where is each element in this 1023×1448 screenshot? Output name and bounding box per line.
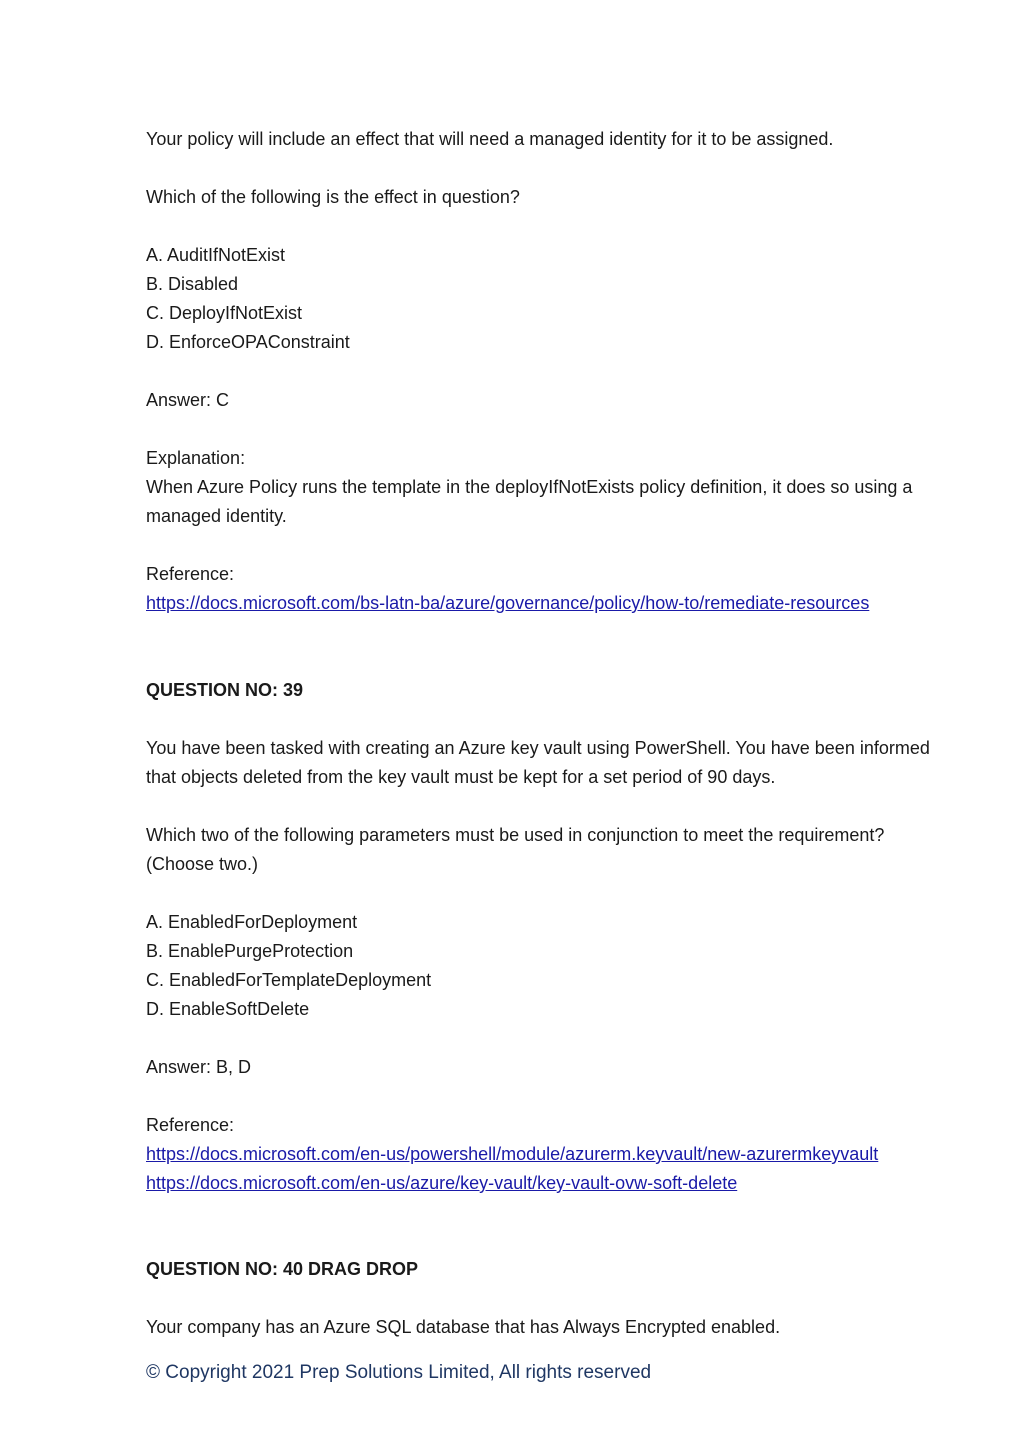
q38-option-d: D. EnforceOPAConstraint: [146, 332, 350, 352]
q39-reference-link-2[interactable]: https://docs.microsoft.com/en-us/azure/key-vault/key-vault-ovw-soft-delete: [146, 1173, 738, 1193]
q39-prompt-line-2: (Choose two.): [146, 854, 259, 874]
q39-question-line-1: You have been tasked with creating an Azure key vault using PowerShell. You have been informed: [146, 738, 930, 758]
q38-option-b: B. Disabled: [146, 274, 239, 294]
footer-copyright: © Copyright 2021 Prep Solutions Limited, All rights reserved: [146, 1362, 652, 1383]
q39-reference-link-2-wrap: [146, 1169, 737, 1198]
q38-option-c: C. DeployIfNotExist: [146, 303, 303, 323]
q39-heading: QUESTION NO: 39: [146, 680, 304, 700]
q38-reference-link[interactable]: https://docs.microsoft.com/bs-latn-ba/azure/governance/policy/how-to/remediate-resources: [146, 593, 870, 613]
q38-answer: Answer: C: [146, 390, 230, 410]
q39-option-d: D. EnableSoftDelete: [146, 999, 310, 1019]
q39-option-c: C. EnabledForTemplateDeployment: [146, 970, 432, 990]
q39-reference-link-1[interactable]: https://docs.microsoft.com/en-us/powershell/module/azurerm.keyvault/new-azurermkeyvault: [146, 1144, 879, 1164]
q39-option-b: B. EnablePurgeProtection: [146, 941, 354, 961]
q39-prompt-line-1: Which two of the following parameters must be used in conjunction to meet the requirement?: [146, 825, 885, 845]
q40-question-text: Your company has an Azure SQL database that has Always Encrypted enabled.: [146, 1317, 781, 1337]
q39-option-a: A. EnabledForDeployment: [146, 912, 358, 932]
q38-question-text: Your policy will include an effect that will need a managed identity for it to be assigned.: [146, 129, 834, 149]
q38-explanation-line-2: managed identity.: [146, 506, 287, 526]
q38-explanation-line-1: When Azure Policy runs the template in the deployIfNotExists policy definition, it does so using a: [146, 477, 913, 497]
q38-prompt: Which of the following is the effect in question?: [146, 187, 520, 207]
q38-option-a: A. AuditIfNotExist: [146, 245, 286, 265]
q39-answer: Answer: B, D: [146, 1057, 252, 1077]
q39-reference-label: Reference:: [146, 1115, 235, 1135]
q40-heading: QUESTION NO: 40 DRAG DROP: [146, 1259, 419, 1279]
q38-reference-label: Reference:: [146, 564, 235, 584]
q39-question-line-2: that objects deleted from the key vault must be kept for a set period of 90 days.: [146, 767, 776, 787]
q39-reference-link-1-wrap: [146, 1140, 878, 1169]
q38-reference-link-wrap: [146, 589, 869, 618]
q38-explanation-label: Explanation:: [146, 448, 246, 468]
